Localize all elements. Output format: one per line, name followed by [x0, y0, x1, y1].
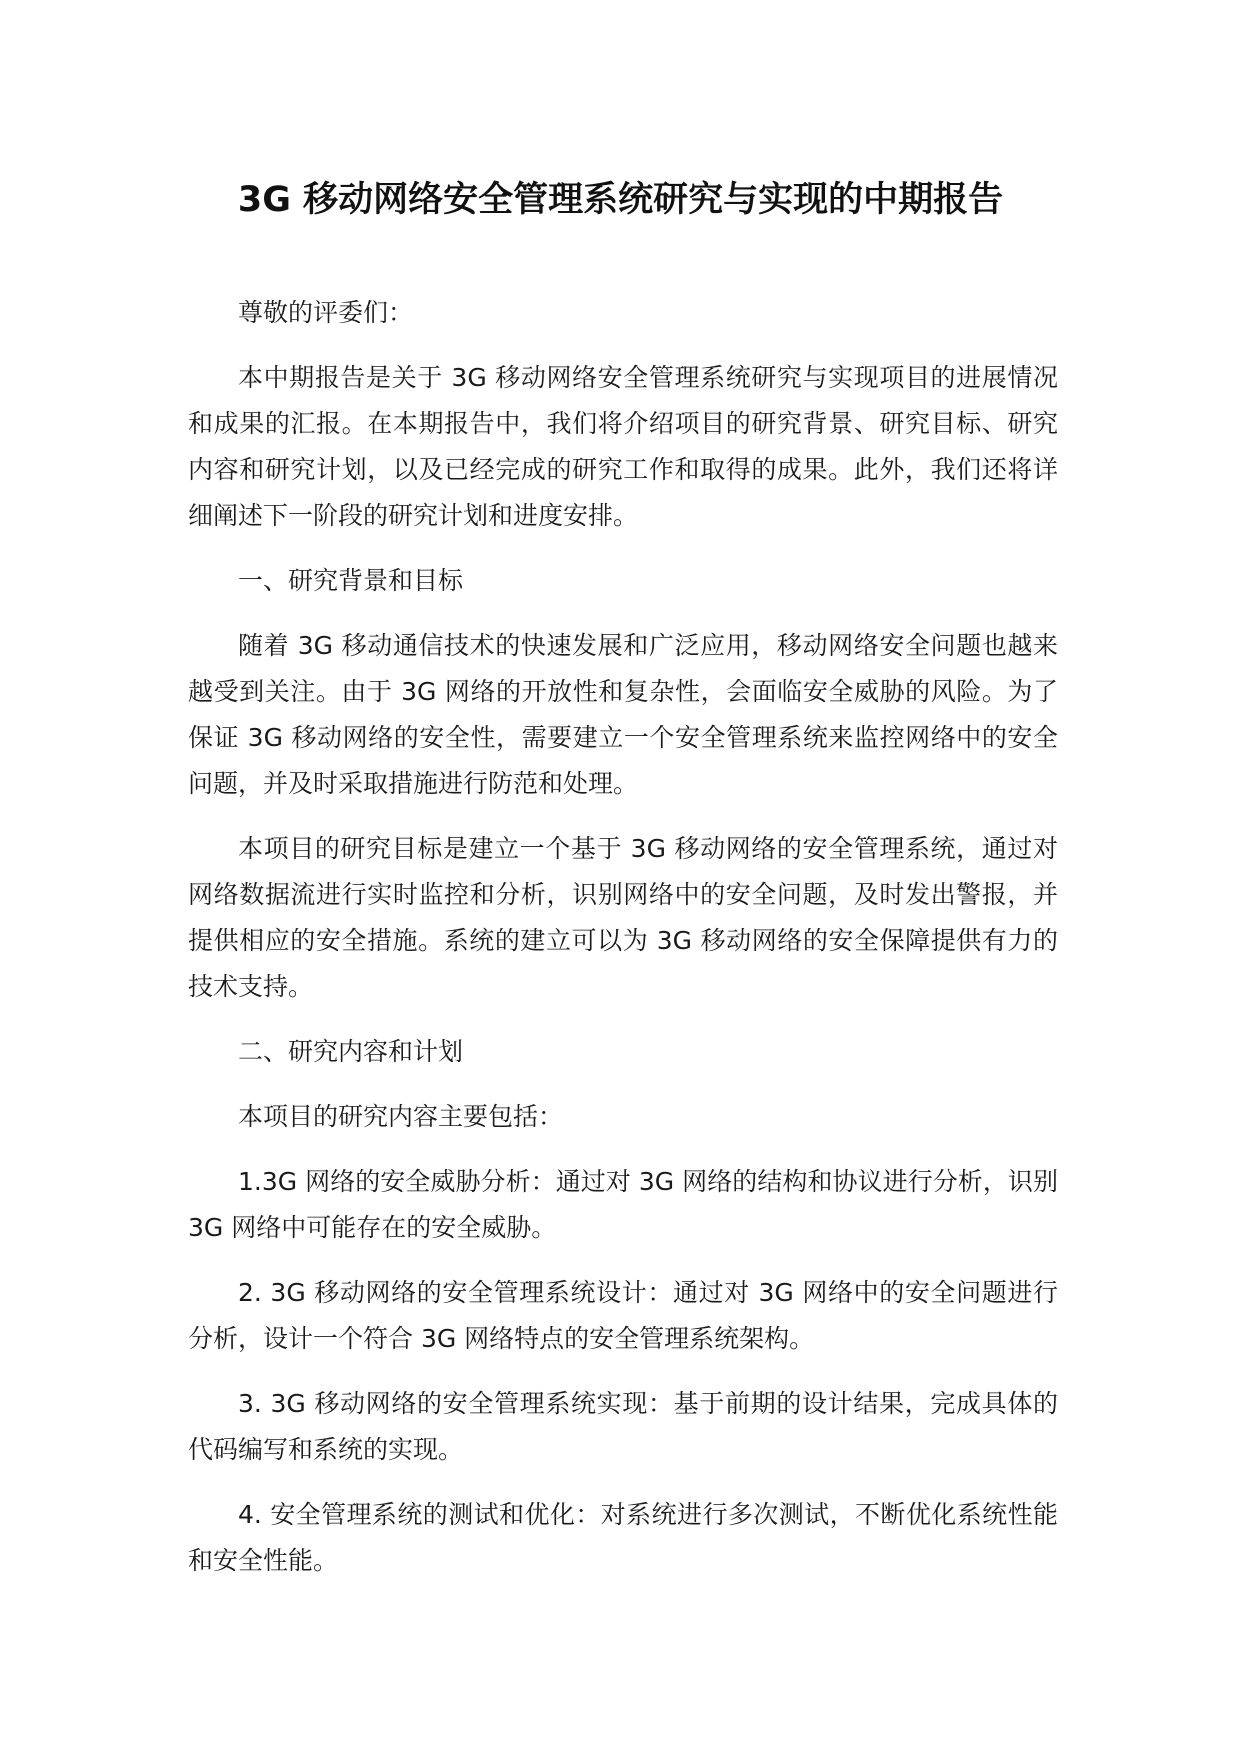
document-body [188, 290, 1058, 1584]
content-item-3: 3. 3G 移动网络的安全管理系统实现：基于前期的设计结果，完成具体的代码编写和系统的实现。 [188, 1389, 1058, 1464]
salutation: 尊敬的评委们： [238, 298, 414, 327]
section-heading-background: 一、研究背景和目标 [238, 566, 464, 595]
intro-paragraph: 本中期报告是关于 3G 移动网络安全管理系统研究与实现项目的进展情况和成果的汇报。在本期报告中，我们将介绍项目的研究背景、研究目标、研究内容和研究计划，以及已经完成的研究工作和取得的成果。此外，我们还将详细阐述下一阶段的研究计划和进度安排。 [188, 363, 1058, 530]
goal-paragraph: 本项目的研究目标是建立一个基于 3G 移动网络的安全管理系统，通过对网络数据流进行实时监控和分析，识别网络中的安全问题，及时发出警报，并提供相应的安全措施。系统的建立可以为 3G 移动网络的安全保障提供有力的技术支持。 [188, 834, 1058, 1001]
content-intro-paragraph: 本项目的研究内容主要包括： [238, 1102, 564, 1131]
content-item-2: 2. 3G 移动网络的安全管理系统设计：通过对 3G 网络中的安全问题进行分析，设计一个符合 3G 网络特点的安全管理系统架构。 [188, 1278, 1058, 1353]
document-title: 3G 移动网络安全管理系统研究与实现的中期报告 [237, 180, 1004, 220]
background-paragraph: 随着 3G 移动通信技术的快速发展和广泛应用，移动网络安全问题也越来越受到关注。由于 3G 网络的开放性和复杂性，会面临安全威胁的风险。为了保证 3G 移动网络的安全性，需要建立一个安全管理系统来监控网络中的安全问题，并及时采取措施进行防范和处理。 [188, 631, 1058, 798]
section-heading-content-plan: 二、研究内容和计划 [238, 1037, 464, 1066]
content-item-1: 1.3G 网络的安全威胁分析：通过对 3G 网络的结构和协议进行分析，识别 3G 网络中可能存在的安全威胁。 [188, 1167, 1058, 1242]
content-item-4: 4. 安全管理系统的测试和优化：对系统进行多次测试，不断优化系统性能和安全性能。 [188, 1500, 1058, 1575]
